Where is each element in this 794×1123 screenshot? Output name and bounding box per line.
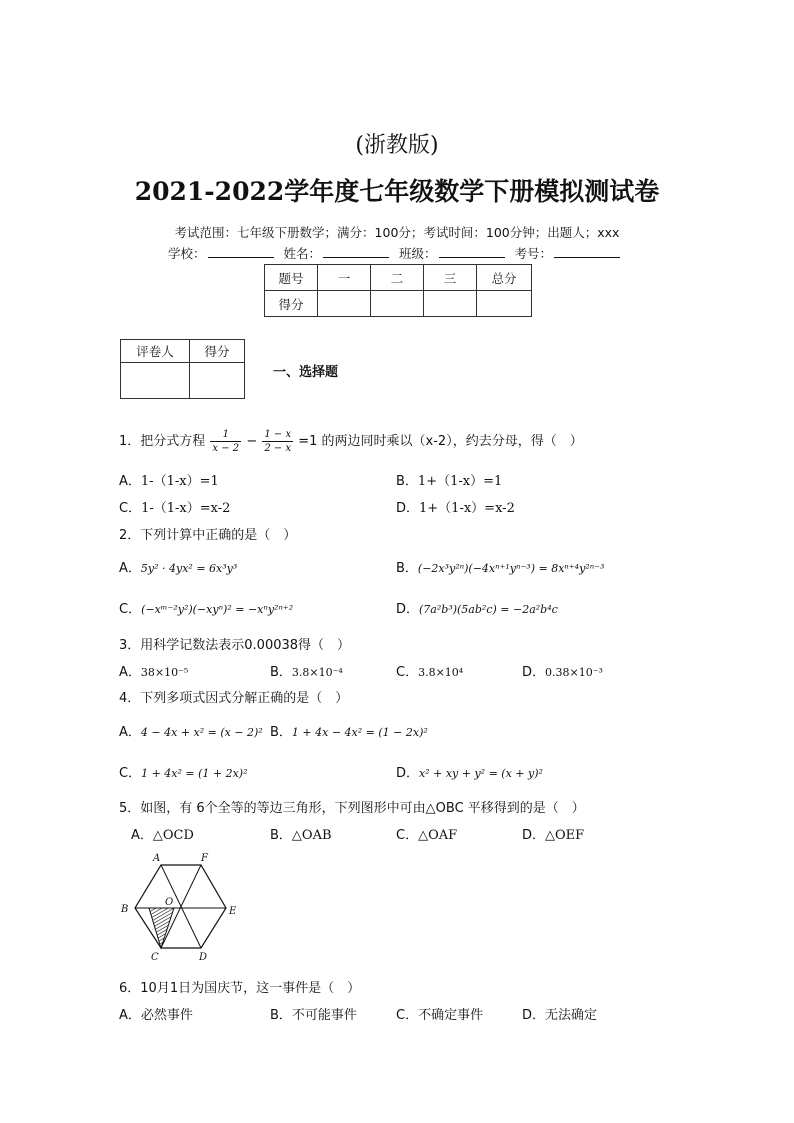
label-o: O	[165, 897, 174, 908]
score-header: 三	[424, 265, 477, 291]
q4-option-b[interactable]: B．1 + 4x − 4x² = (1 − 2x)²	[270, 725, 428, 740]
label-c: C	[151, 952, 159, 962]
q5-option-c[interactable]: C．△OAF	[396, 828, 458, 843]
q3-option-c[interactable]: C．3.8×10⁴	[396, 665, 464, 680]
q2-option-d[interactable]: D．(7a²b³)(5ab²c) = −2a²b⁴c	[396, 602, 558, 617]
score-cell[interactable]	[318, 291, 371, 317]
label-b: B	[121, 904, 129, 915]
hexagon-figure	[118, 850, 243, 962]
subtitle: (浙教版)	[355, 133, 439, 158]
class-field[interactable]	[439, 245, 505, 258]
question-5: 5．如图，有 6个全等的等边三角形，下列图形中可由△OBC 平移得到的是（ ）	[119, 801, 585, 816]
school-field[interactable]	[208, 245, 274, 258]
q4-option-a[interactable]: A．4 − 4x + x² = (x − 2)²	[119, 725, 263, 740]
q5-option-d[interactable]: D．△OEF	[522, 828, 585, 843]
score-table	[264, 264, 532, 317]
question-2: 2．下列计算中正确的是（ ）	[119, 528, 297, 543]
label-f: F	[201, 853, 208, 864]
score-cell[interactable]	[477, 291, 532, 317]
q3-option-a[interactable]: A．38×10⁻⁵	[119, 665, 189, 680]
q5-option-a[interactable]: A．△OCD	[131, 828, 194, 843]
score-header: 二	[371, 265, 424, 291]
grader-table	[120, 339, 245, 399]
q1-fraction-1: $\frac{1}{x - 2}$	[212, 429, 240, 454]
label-a: A	[153, 853, 161, 864]
q6-option-a[interactable]: A．必然事件	[119, 1008, 193, 1023]
q1-option-d[interactable]: D．1+（1-x）=x-2	[396, 501, 515, 516]
q1-option-c[interactable]: C．1-（1-x）=x-2	[119, 501, 231, 516]
q1-option-b[interactable]: B．1+（1-x）=1	[396, 474, 503, 489]
q5-option-b[interactable]: B．△OAB	[270, 828, 332, 843]
number-label: 考号：	[514, 246, 552, 261]
q2-option-a[interactable]: A．5y² · 4yx² = 6x³y³	[119, 561, 238, 576]
score-header: 题号	[265, 265, 318, 291]
section-title: 一、选择题	[273, 365, 339, 380]
number-field[interactable]	[554, 245, 620, 258]
grader-cell[interactable]	[190, 363, 245, 399]
school-label: 学校：	[167, 246, 206, 261]
q1-option-a[interactable]: A．1-（1-x）=1	[119, 474, 219, 489]
q1-fraction-2: $\frac{1 - x}{2 - x}$	[264, 429, 292, 454]
name-field[interactable]	[323, 245, 389, 258]
exam-info: 考试范围：七年级下册数学；满分：100分；考试时间：100分钟；出题人；xxx	[174, 225, 620, 240]
q6-option-d[interactable]: D．无法确定	[522, 1008, 598, 1023]
question-3: 3．用科学记数法表示0.00038得（ ）	[119, 638, 351, 653]
class-label: 班级：	[398, 246, 437, 261]
question-1	[119, 428, 583, 455]
score-row-label: 得分	[265, 291, 318, 317]
q1-suffix: =1 的两边同时乘以（x-2），约去分母，得（ ）	[298, 434, 583, 449]
q1-minus: −	[246, 434, 258, 449]
q4-option-d[interactable]: D．x² + xy + y² = (x + y)²	[396, 766, 543, 781]
grader-cell[interactable]	[121, 363, 190, 399]
q3-option-d[interactable]: D．0.38×10⁻³	[522, 665, 603, 680]
q1-prefix: 1．把分式方程	[119, 434, 206, 449]
score-cell[interactable]	[371, 291, 424, 317]
question-4: 4．下列多项式因式分解正确的是（ ）	[119, 691, 349, 706]
q6-option-b[interactable]: B．不可能事件	[270, 1008, 357, 1023]
page-title: 2021-2022学年度七年级数学下册模拟测试卷	[134, 177, 660, 206]
student-fields	[0, 244, 794, 262]
q2-option-b[interactable]: B．(−2x³y²ⁿ)(−4xⁿ⁺¹yⁿ⁻³) = 8xⁿ⁺⁴y²ⁿ⁻³	[396, 561, 605, 576]
score-cell[interactable]	[424, 291, 477, 317]
score-header: 总分	[477, 265, 532, 291]
label-e: E	[229, 906, 237, 917]
grader-header: 评卷人	[121, 340, 190, 363]
q3-option-b[interactable]: B．3.8×10⁻⁴	[270, 665, 343, 680]
label-d: D	[199, 952, 208, 962]
q6-option-c[interactable]: C．不确定事件	[396, 1008, 484, 1023]
q2-option-c[interactable]: C．(−xᵐ⁻²y²)(−xyⁿ)² = −xⁿy²ⁿ⁺²	[119, 602, 294, 617]
score-header: 一	[318, 265, 371, 291]
question-6: 6．10月1日为国庆节，这一事件是（ ）	[119, 981, 361, 996]
q4-option-c[interactable]: C．1 + 4x² = (1 + 2x)²	[119, 766, 248, 781]
grader-header: 得分	[190, 340, 245, 363]
name-label: 姓名：	[283, 246, 321, 261]
